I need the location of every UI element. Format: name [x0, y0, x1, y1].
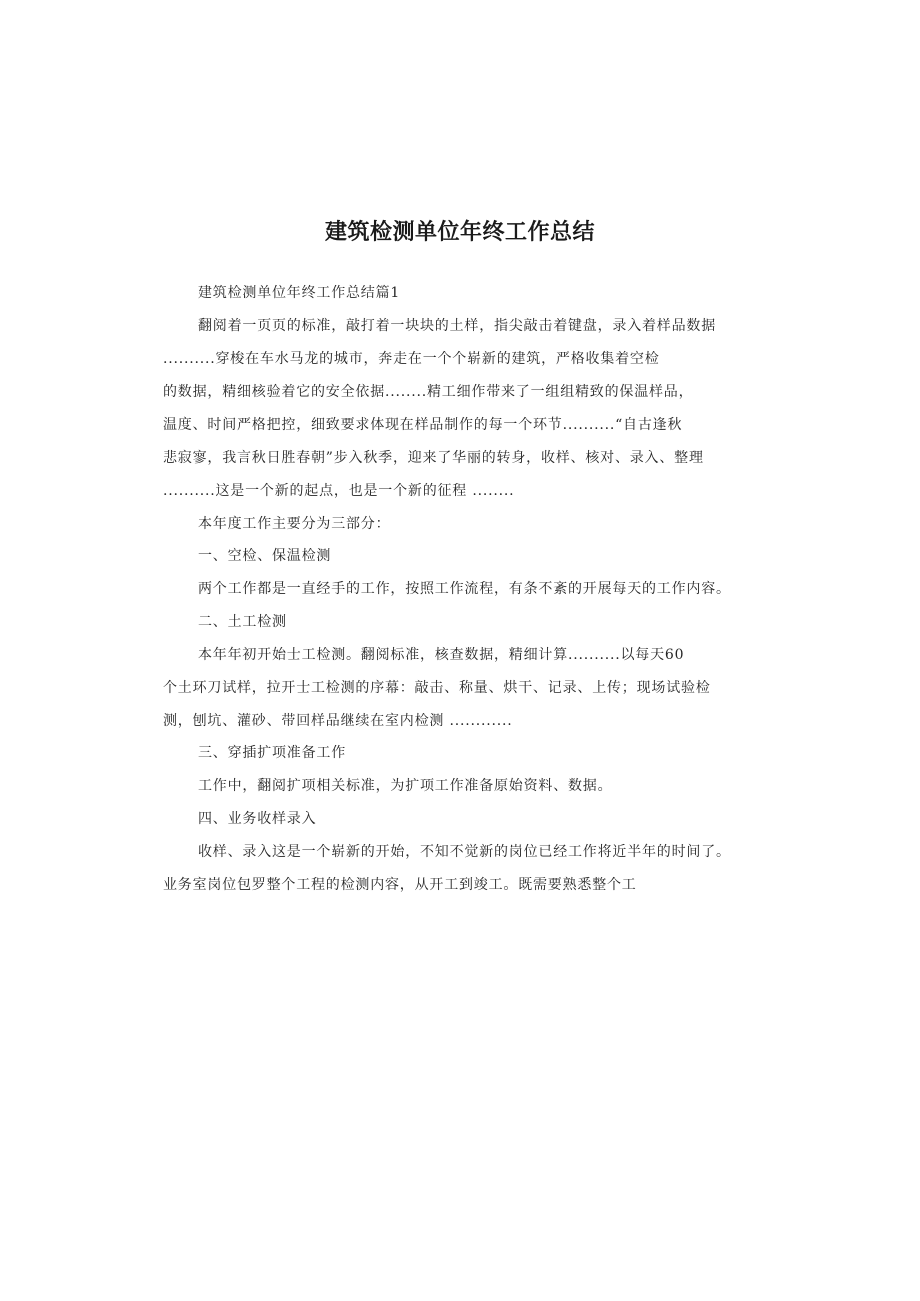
section-heading: 三、穿插扩项准备工作 [198, 745, 346, 761]
paragraph-line: 本年年初开始士工检测。翻阅标准，核查数据，精细计算..........以每天60 [198, 647, 685, 663]
paragraph-line: 本年度工作主要分为三部分： [198, 516, 391, 532]
paragraph-line: 两个工作都是一直经手的工作，按照工作流程，有条不紊的开展每天的工作内容。 [198, 581, 731, 597]
section-heading: 二、土工检测 [198, 614, 287, 630]
document-title: 建筑检测单位年终工作总结 [324, 220, 595, 245]
paragraph-line: 的数据，精细核验着它的安全依据........精工细作带来了一组组精致的保温样品， [163, 384, 694, 400]
paragraph-line: 翻阅着一页页的标准，敲打着一块块的土样，指尖敲击着键盘，录入着样品数据 [198, 318, 716, 334]
paragraph-line: 业务室岗位包罗整个工程的检测内容，从开工到竣工。既需要熟悉整个工 [163, 877, 637, 893]
paragraph-line: 工作中，翻阅扩项相关标准，为扩项工作准备原始资料、数据。 [198, 778, 613, 794]
paragraph-line: 个土环刀试样，拉开士工检测的序幕：敲击、称量、烘干、记录、上传；现场试验检 [163, 680, 711, 696]
paragraph-line: 测，刨坑、灌砂、带回样品继续在室内检测 ............ [163, 713, 513, 729]
section-heading: 一、空检、保温检测 [198, 548, 332, 564]
paragraph-line: 收样、录入这是一个崭新的开始，不知不觉新的岗位已经工作将近半年的时间了。 [198, 844, 731, 860]
paragraph-line: 温度、时间严格把控，细致要求体现在样品制作的每一个环节..........“自古逢秋 [163, 417, 683, 433]
paragraph-line: ..........这是一个新的起点，也是一个新的征程 ........ [163, 483, 515, 499]
paragraph-line: ..........穿梭在车水马龙的城市，奔走在一个个崭新的建筑，严格收集着空检 [163, 351, 660, 367]
section-heading: 四、业务收样录入 [198, 811, 317, 827]
section-heading: 建筑检测单位年终工作总结篇1 [198, 285, 401, 301]
paragraph-line: 悲寂寥，我言秋日胜春朝”步入秋季，迎来了华丽的转身，收样、核对、录入、整理 [163, 450, 704, 466]
